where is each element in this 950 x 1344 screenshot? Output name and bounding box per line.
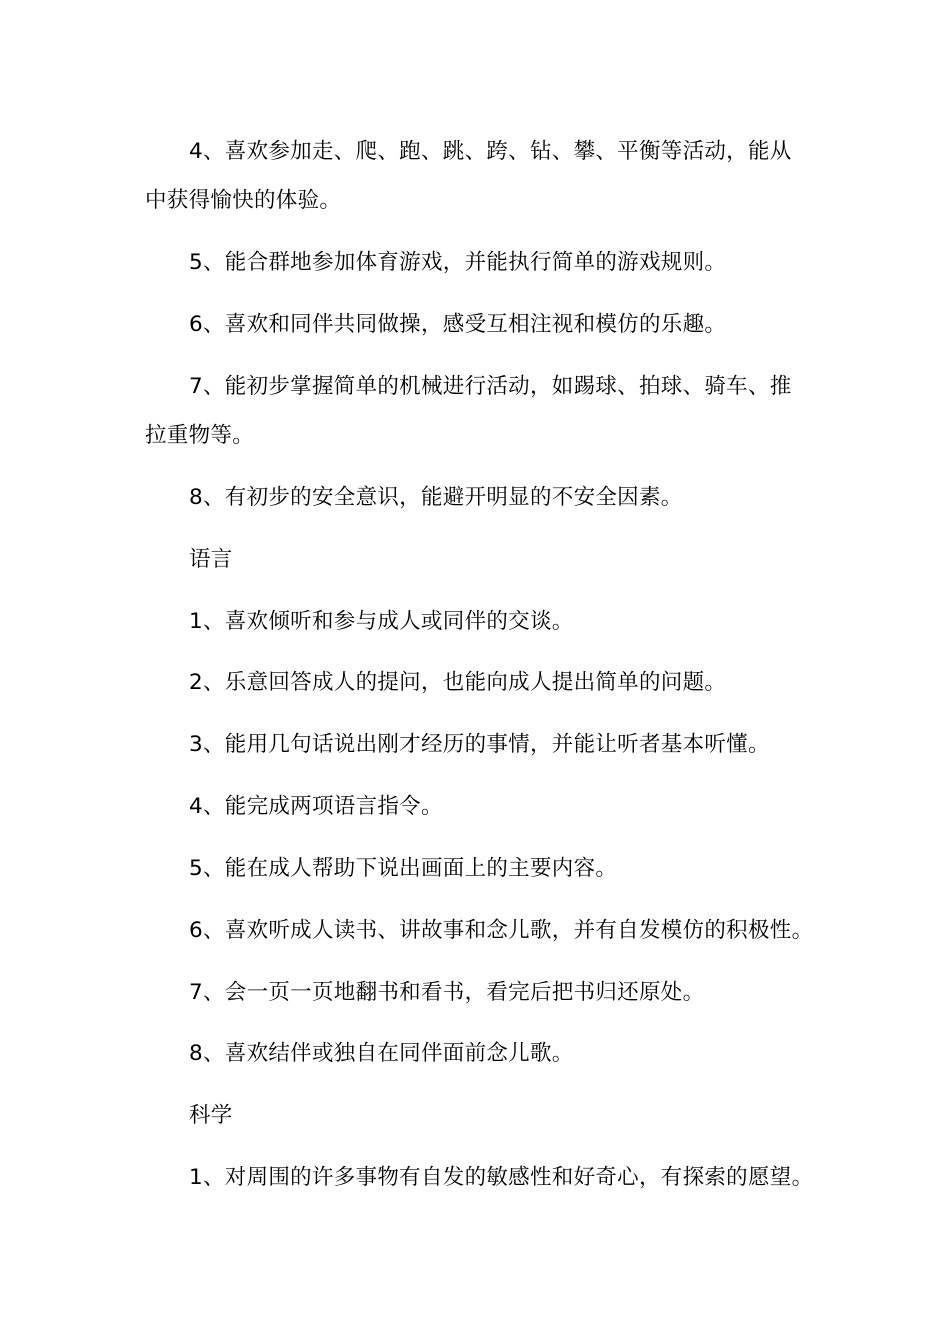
paragraph-language-1: 1、喜欢倾听和参与成人或同伴的交谈。 [189, 609, 574, 634]
paragraph-language-4: 4、能完成两项语言指令。 [189, 794, 443, 819]
paragraph-pe-4-line-2: 中获得愉快的体验。 [145, 188, 342, 213]
paragraph-pe-4-line-1: 4、喜欢参加走、爬、跑、跳、跨、钻、攀、平衡等活动，能从 [189, 139, 792, 164]
paragraph-language-5: 5、能在成人帮助下说出画面上的主要内容。 [189, 856, 618, 881]
paragraph-pe-8: 8、有初步的安全意识，能避开明显的不安全因素。 [189, 485, 683, 510]
paragraph-language-7: 7、会一页一页地翻书和看书，看完后把书归还原处。 [189, 980, 705, 1005]
section-heading-language: 语言 [189, 547, 233, 572]
paragraph-pe-5: 5、能合群地参加体育游戏，并能执行简单的游戏规则。 [189, 250, 727, 275]
paragraph-language-3: 3、能用几句话说出刚才经历的事情，并能让听者基本听懂。 [189, 732, 770, 757]
paragraph-pe-6: 6、喜欢和同伴共同做操，感受互相注视和模仿的乐趣。 [189, 312, 727, 337]
paragraph-language-8: 8、喜欢结伴或独自在同伴面前念儿歌。 [189, 1041, 574, 1066]
paragraph-pe-7-line-1: 7、能初步掌握简单的机械进行活动，如踢球、拍球、骑车、推 [189, 374, 792, 399]
paragraph-language-2: 2、乐意回答成人的提问，也能向成人提出简单的问题。 [189, 670, 727, 695]
section-heading-science: 科学 [189, 1103, 233, 1128]
paragraph-language-6: 6、喜欢听成人读书、讲故事和念儿歌，并有自发模仿的积极性。 [189, 918, 814, 943]
paragraph-science-1: 1、对周围的许多事物有自发的敏感性和好奇心，有探索的愿望。 [189, 1165, 814, 1190]
paragraph-pe-7-line-2: 拉重物等。 [145, 423, 255, 448]
